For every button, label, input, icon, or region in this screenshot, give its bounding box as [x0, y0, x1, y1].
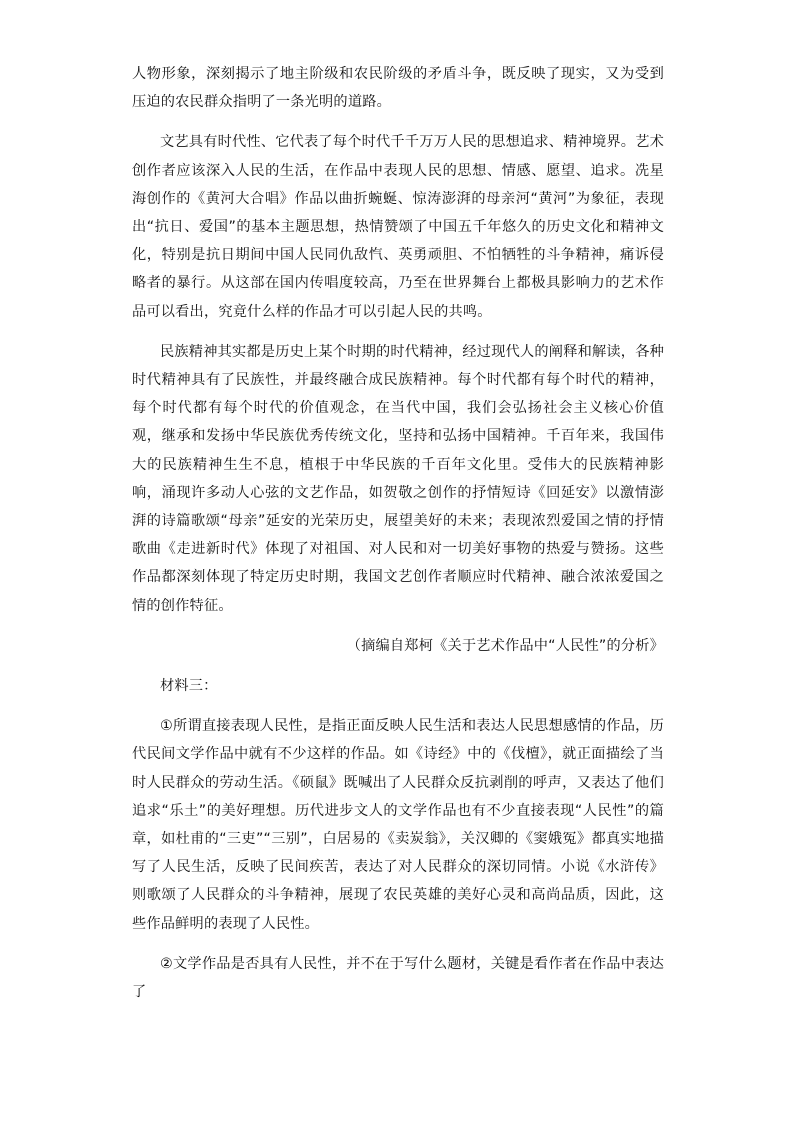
paragraph-era-character: 文艺具有时代性、它代表了每个时代千千万万人民的思想追求、精神境界。艺术创作者应该深入人民的生活，在作品中表现人民的思想、情感、愿望、追求。冼星海创作的《黄河大合唱》作品以曲折蜿蜒、惊涛澎湃的母亲河“黄河”为象征，表现出“抗日、爱国”的基本主题思想，热情赞颂了中国五千年悠久的历史文化和精神文化，特别是抗日期间中国人民同仇敌忾、英勇顽胆、不怕牺牲的斗争精神，痛诉侵略者的暴行。从这部在国内传唱度较高，乃至在世界舞台上都极具影响力的艺术作品可以看出，究竟什么样的作品才可以引起人民的共鸣。 [132, 134, 664, 320]
material-three-heading: 材料三： [160, 678, 218, 695]
document-page [132, 60, 664, 1006]
paragraph-direct-expression: ①所谓直接表现人民性，是指正面反映人民生活和表达人民思想感情的作品，历代民间文学作品中就有不少这样的作品。如《诗经》中的《伐檀》，就正面描绘了当时人民群众的劳动生活。《硕鼠》既喊出了人民群众反抗剥削的呼声，又表达了他们追求“乐土”的美好理想。历代进步文人的文学作品也有不少直接表现“人民性”的篇章，如杜甫的“三吏”“三别”，白居易的《卖炭翁》，关汉卿的《窦娥冤》都真实地描写了人民生活，反映了民间疾苦，表达了对人民群众的深切同情。小说《水浒传》则歌颂了人民群众的斗争精神，展现了农民英雄的美好心灵和高尚品质，因此，这些作品鲜明的表现了人民性。 [132, 718, 664, 932]
paragraph-national-spirit: 民族精神其实都是历史上某个时期的时代精神，经过现代人的阐释和解读，各种时代精神具有了民族性，并最终融合成民族精神。每个时代都有每个时代的精神，每个时代都有每个时代的价值观念，在当代中国，我们会弘扬社会主义核心价值观，继承和发扬中华民族优秀传统文化，坚持和弘扬中国精神。千百年来，我国伟大的民族精神生生不息，植根于中华民族的千百年文化里。受伟大的民族精神影响，涌现许多动人心弦的文艺作品，如贺敬之创作的抒情短诗《回延安》以激情澎湃的诗篇歌颂“母亲”延安的光荣历史，展望美好的未来；表现浓烈爱国之情的抒情歌曲《走进新时代》体现了对祖国、对人民和对一切美好事物的热爱与赞扬。这些作品都深刻体现了特定历史时期，我国文艺创作者顺应时代精神、融合浓浓爱国之情的创作特征。 [132, 343, 664, 614]
paragraph-continuation: 人物形象，深刻揭示了地主阶级和农民阶级的矛盾斗争，既反映了现实，又为受到压迫的农民群众指明了一条光明的道路。 [132, 66, 664, 111]
source-citation: （摘编自郑柯《关于艺术作品中“人民性”的分析》 [346, 637, 664, 654]
paragraph-people-nature: ②文学作品是否具有人民性，并不在于写什么题材，关键是看作者在作品中表达了 [132, 955, 664, 1001]
